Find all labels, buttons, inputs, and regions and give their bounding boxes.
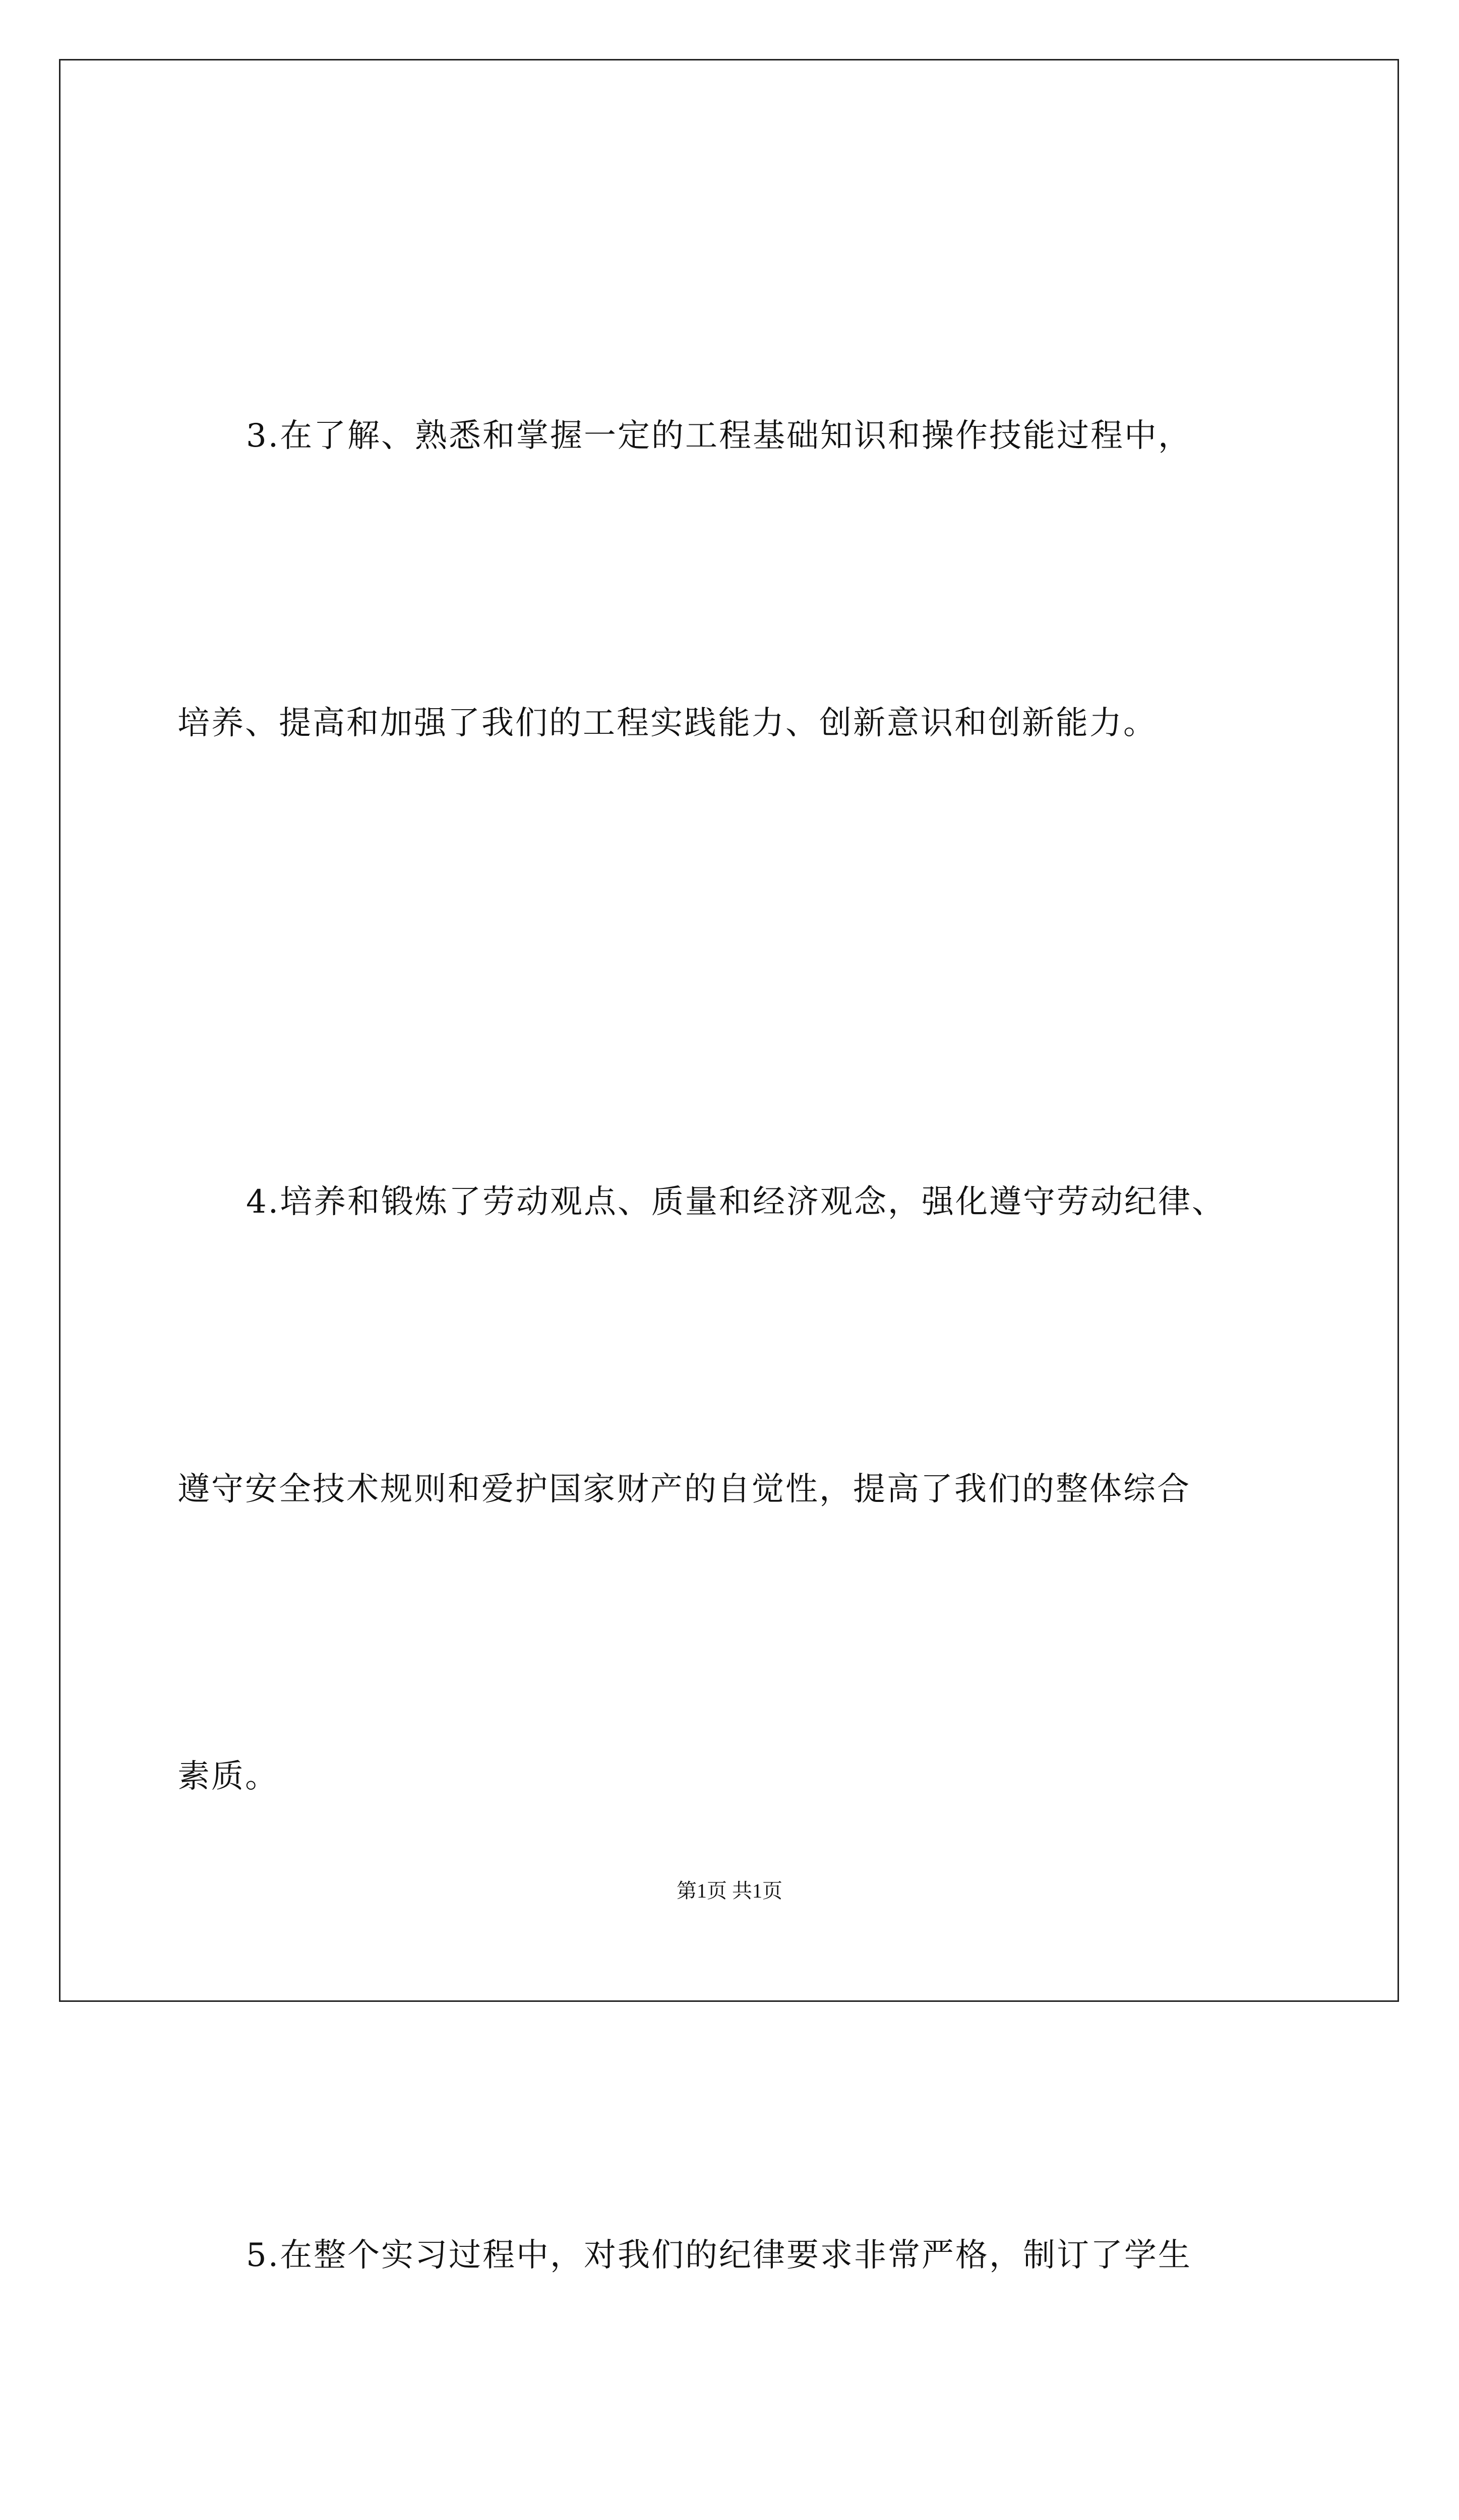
document-body [177,197,1337,2520]
paragraph-line: 5.在整个实习过程中，对我们的纪律要求非常严格，制订了学生 [246,2237,1192,2274]
paragraph-line: 遵守安全技术规则和爱护国家财产的自觉性，提高了我们的整体综合 [177,1471,1191,1508]
page-number: 第1页 共1页 [677,1879,782,1902]
paragraph-item-5 [177,2016,1337,2520]
paragraph-line: 培养、提高和加强了我们的工程实践能力、创新意识和创新能力。 [177,705,1157,742]
paragraph-line: 4.培养和锻炼了劳动观点、质量和经济观念，强化遵守劳动纪律、 [246,1183,1226,1221]
paragraph-line [177,2495,1337,2520]
paragraph-line: 3.在了解、熟悉和掌握一定的工程基础知识和操作技能过程中， [246,417,1192,455]
paragraph-item-4 [177,963,1337,2016]
paragraph-item-3 [177,197,1337,963]
paragraph-line: 素质。 [177,1758,279,1795]
page-footer [0,1875,1459,1904]
